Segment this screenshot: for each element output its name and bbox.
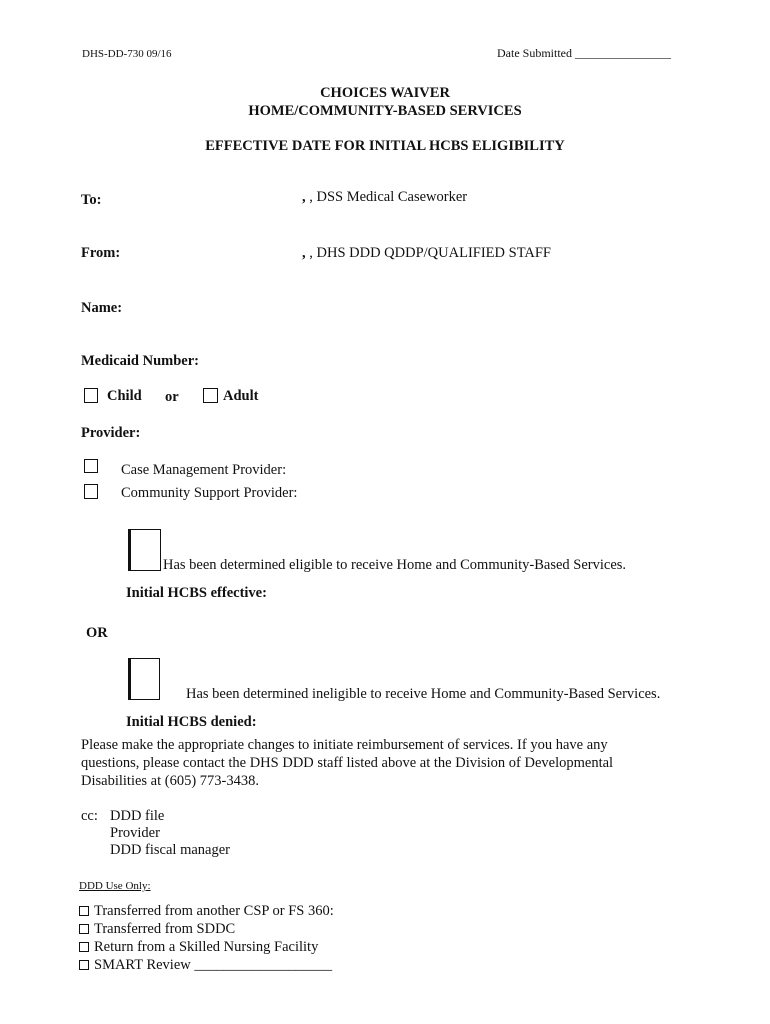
to-label: To: <box>81 192 102 208</box>
from-staff-field[interactable]: , , DHS DDD QDDP/QUALIFIED STAFF <box>302 245 551 261</box>
community-support-label: Community Support Provider: <box>121 485 298 501</box>
ddd-checkbox[interactable] <box>79 960 89 970</box>
child-checkbox[interactable] <box>84 388 98 403</box>
provider-label: Provider: <box>81 425 141 441</box>
ineligible-text: Has been determined ineligible to receive Home and Community-Based Services. <box>186 686 661 702</box>
case-management-label: Case Management Provider: <box>121 462 287 478</box>
ddd-use-list <box>79 902 334 974</box>
adult-label: Adult <box>223 388 259 404</box>
eligible-checkbox[interactable] <box>128 529 161 571</box>
cc-item: Provider <box>110 825 160 841</box>
ddd-item-label: Transferred from another CSP or FS 360: <box>94 903 334 919</box>
form-subtitle: EFFECTIVE DATE FOR INITIAL HCBS ELIGIBILITY <box>205 138 565 154</box>
form-title-line2: HOME/COMMUNITY-BASED SERVICES <box>248 103 522 119</box>
adult-checkbox[interactable] <box>203 388 218 403</box>
from-suffix: , DHS DDD QDDP/QUALIFIED STAFF <box>309 245 551 261</box>
cc-list <box>110 808 230 859</box>
community-support-checkbox[interactable] <box>84 484 98 499</box>
ddd-item-label: Return from a Skilled Nursing Facility <box>94 939 319 955</box>
date-submitted-field[interactable]: Date Submitted ________________ <box>497 46 671 60</box>
child-label: Child <box>107 388 142 404</box>
form-title-line1: CHOICES WAIVER <box>320 85 450 101</box>
ddd-item-transferred-csp <box>79 902 334 920</box>
ddd-item-transferred-sddc <box>79 920 334 938</box>
medicaid-number-label: Medicaid Number: <box>81 353 199 369</box>
ddd-item-return-snf <box>79 938 334 956</box>
ddd-use-only-label: DDD Use Only: <box>79 880 151 892</box>
ddd-checkbox[interactable] <box>79 924 89 934</box>
or-label: or <box>165 389 179 405</box>
cc-item: DDD fiscal manager <box>110 842 230 858</box>
ddd-item-label: Transferred from SDDC <box>94 921 236 937</box>
from-label: From: <box>81 245 121 261</box>
denied-label: Initial HCBS denied: <box>126 714 257 730</box>
ddd-item-label: SMART Review ___________________ <box>94 957 333 973</box>
effective-label: Initial HCBS effective: <box>126 585 267 601</box>
to-caseworker-field[interactable]: , , DSS Medical Caseworker <box>302 189 468 205</box>
cc-label: cc: <box>81 808 98 824</box>
form-id: DHS-DD-730 09/16 <box>82 48 172 60</box>
ddd-checkbox[interactable] <box>79 942 89 952</box>
to-suffix: , DSS Medical Caseworker <box>309 189 468 205</box>
name-label: Name: <box>81 300 123 316</box>
instructions-paragraph: Please make the appropriate changes to initiate reimbursement of services. If you have any questions, please contact the DHS DDD staff listed above at the Division of Developmental Disabilities at (605) 773-3438. <box>81 737 614 789</box>
ddd-item-smart-review <box>79 956 334 974</box>
case-management-checkbox[interactable] <box>84 459 98 473</box>
eligible-text: Has been determined eligible to receive Home and Community-Based Services. <box>163 557 627 573</box>
ineligible-checkbox[interactable] <box>128 658 160 700</box>
or-separator: OR <box>86 625 108 641</box>
cc-item: DDD file <box>110 808 165 824</box>
ddd-checkbox[interactable] <box>79 906 89 916</box>
